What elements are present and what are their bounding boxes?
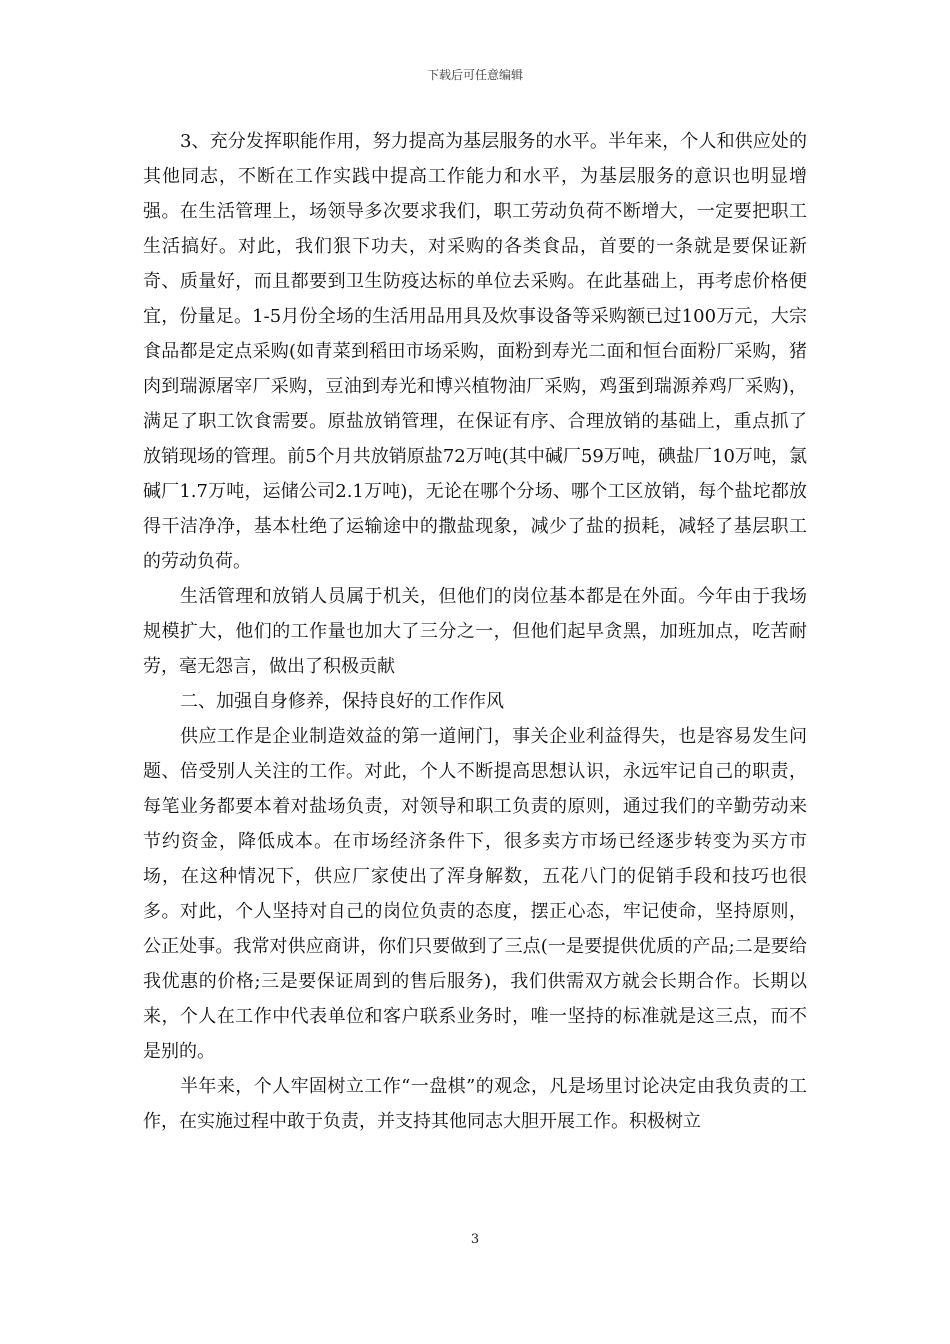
paragraph-teamwork: 半年来，个人牢固树立工作“一盘棋”的观念，凡是场里讨论决定由我负责的工作，在实施过程中敢于负责，并支持其他同志大胆开展工作。积极树立 bbox=[143, 1076, 807, 1132]
paragraph-supply-work: 供应工作是企业制造效益的第一道闸门，事关企业利益得失，也是容易发生问题、倍受别人关注的工作。对此，个人不断提高思想认识，永远牢记自己的职责，每笔业务都要本着对盐场负责，对领导和职工负责的原则，通过我们的辛勤劳动来节约资金，降低成本。在市场经济条件下，很多卖方市场已经逐步转变为买方市场，在这种情况下，供应厂家使出了浑身解数，五花八门的促销手段和技巧也很多。对此，个人坚持对自己的岗位负责的态度，摆正心态，牢记使命，坚持原则，公正处事。我常对供应商讲，你们只要做到了三点(一是要提供优质的产品;二是要给我优惠的价格;三是要保证周到的售后服务)，我们供需双方就会长期合作。长期以来，个人在工作中代表单位和客户联系业务时，唯一坚持的标准就是这三点，而不是别的。 bbox=[143, 726, 807, 1062]
page-number: 3 bbox=[470, 1232, 480, 1247]
document-body bbox=[143, 124, 807, 1139]
paragraph-service-level: 3、充分发挥职能作用，努力提高为基层服务的水平。半年来，个人和供应处的其他同志，不断在工作实践中提高工作能力和水平，为基层服务的意识也明显增强。在生活管理上，场领导多次要求我们，职工劳动负荷不断增大，一定要把职工生活搞好。对此，我们狠下功夫，对采购的各类食品，首要的一条就是要保证新奇、质量好，而且都要到卫生防疫达标的单位去采购。在此基础上，再考虑价格便宜，份量足。1-5月份全场的生活用品用具及炊事设备等采购额已过100万元，大宗食品都是定点采购(如青菜到稻田市场采购，面粉到寿光二面和恒台面粉厂采购，猪肉到瑞源屠宰厂采购，豆油到寿光和博兴植物油厂采购，鸡蛋到瑞源养鸡厂采购)，满足了职工饮食需要。原盐放销管理，在保证有序、合理放销的基础上，重点抓了放销现场的管理。前5个月共放销原盐72万吨(其中碱厂59万吨，碘盐厂10万吨，氯碱厂1.7万吨，运储公司2.1万吨)，无论在哪个分场、哪个工区放销，每个盐坨都放得干洁净净，基本杜绝了运输途中的撒盐现象，减少了盐的损耗，减轻了基层职工的劳动负荷。 bbox=[143, 131, 807, 572]
page-header: 下载后可任意编辑 bbox=[426, 68, 523, 82]
section-heading-self-cultivation: 二、加强自身修养，保持良好的工作作风 bbox=[180, 691, 504, 712]
paragraph-staff-contribution: 生活管理和放销人员属于机关，但他们的岗位基本都是在外面。今年由于我场规模扩大，他们的工作量也加大了三分之一，但他们起早贪黑，加班加点，吃苦耐劳，毫无怨言，做出了积极贡献 bbox=[143, 586, 807, 677]
